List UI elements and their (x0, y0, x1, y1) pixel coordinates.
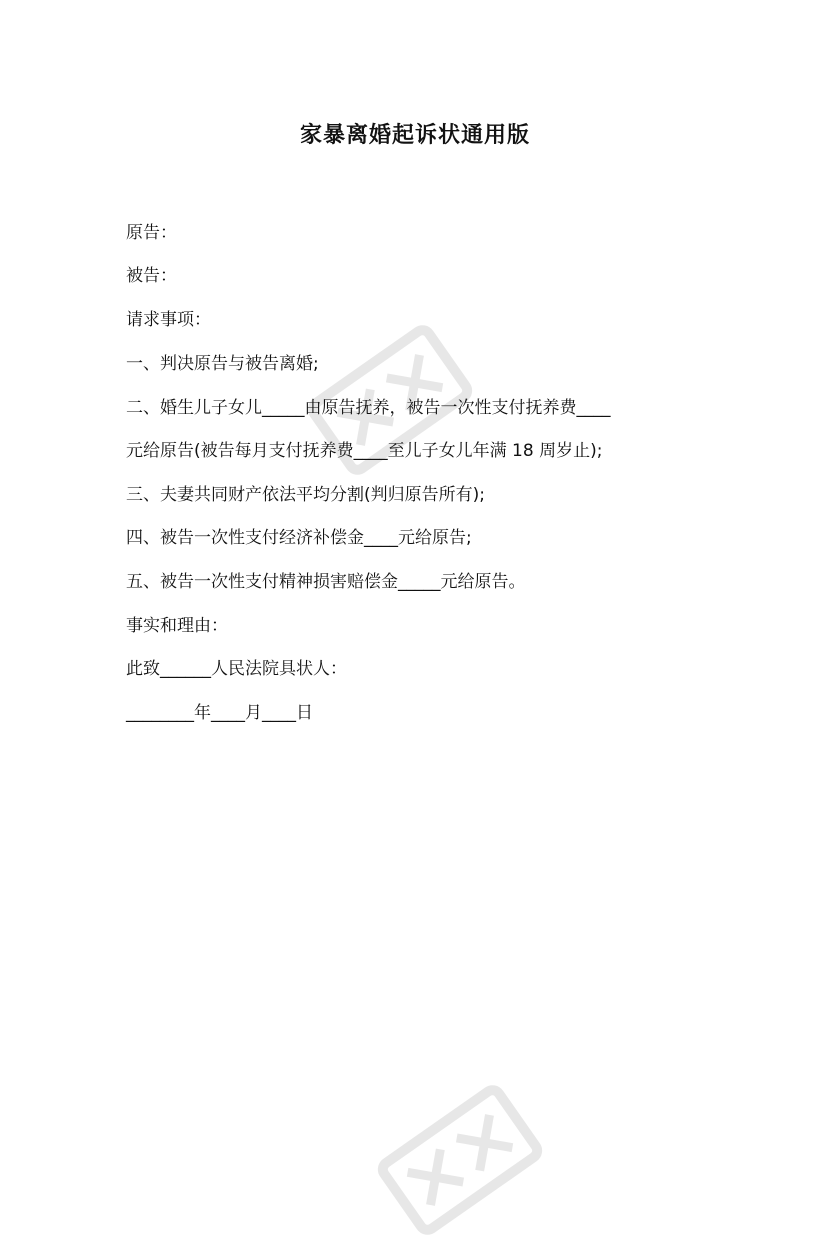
facts-heading: 事实和理由： (126, 616, 228, 636)
plaintiff-line: 原告： (126, 223, 177, 243)
claim-item-3: 三、夫妻共同财产依法平均分割(判归原告所有); (126, 485, 485, 505)
date-line: ________年____月____日 (126, 703, 313, 723)
claim-item-2-continued: 元给原告(被告每月支付抚养费____至儿子女儿年满 18 周岁止); (126, 441, 603, 461)
court-salutation: 此致______人民法院具状人： (126, 659, 347, 679)
claims-heading: 请求事项： (126, 310, 211, 330)
defendant-line: 被告： (126, 266, 177, 286)
claim-item-1: 一、判决原告与被告离婚; (126, 354, 319, 374)
watermark-logo (360, 1060, 560, 1260)
document-title: 家暴离婚起诉状通用版 (299, 123, 530, 148)
claim-item-2: 二、婚生儿子女儿_____由原告抚养，被告一次性支付抚养费____ (126, 398, 611, 418)
claim-item-4: 四、被告一次性支付经济补偿金____元给原告; (126, 528, 472, 548)
claim-item-5: 五、被告一次性支付精神损害赔偿金_____元给原告。 (126, 572, 526, 592)
